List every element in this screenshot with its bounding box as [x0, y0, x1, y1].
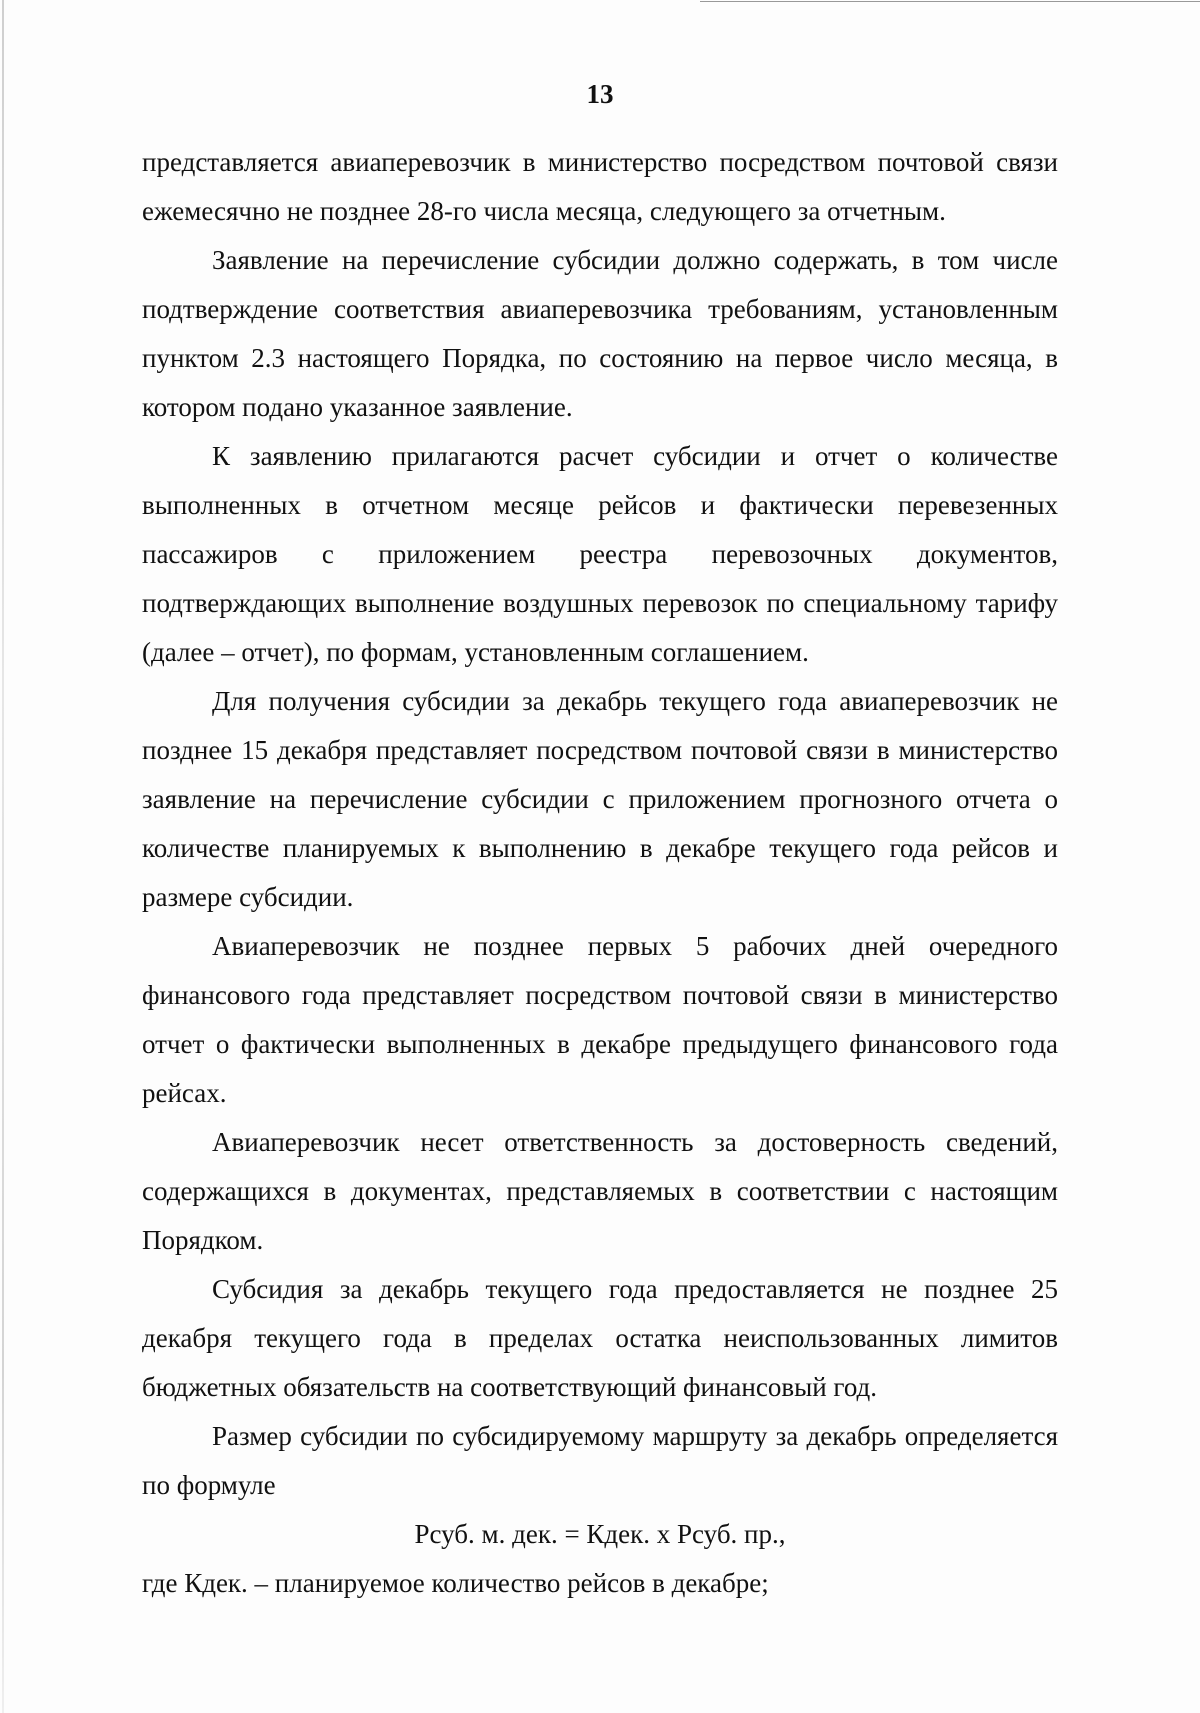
document-body	[142, 138, 1058, 1608]
scan-edge-top	[700, 1, 1200, 2]
subsidy-formula: Рсуб. м. дек. = Кдек. х Рсуб. пр.,	[414, 1519, 786, 1549]
paragraph-formula-intro: Размер субсидии по субсидируемому маршруту за декабрь определяется по формуле	[142, 1421, 1058, 1500]
paragraph-responsibility: Авиаперевозчик несет ответственность за достоверность сведений, содержащихся в документах, представляемых в соответствии с настоящим Порядком.	[142, 1127, 1058, 1255]
page-number: 13	[586, 79, 614, 109]
paragraph-annual-report: Авиаперевозчик не позднее первых 5 рабочих дней очередного финансового года представляет посредством почтовой связи в министерство отчет о фактически выполненных в декабре предыдущего финансового года рейсах.	[142, 931, 1058, 1108]
paragraph-december-deadline: Субсидия за декабрь текущего года предоставляется не позднее 25 декабря текущего года в пределах остатка неиспользованных лимитов бюджетных обязательств на соответствующий финансовый год.	[142, 1274, 1058, 1402]
scan-edge-left	[2, 0, 4, 1713]
paragraph-attachments: К заявлению прилагаются расчет субсидии и отчет о количестве выполненных в отчетном месяце рейсов и фактически перевезенных пассажиров с приложением реестра перевозочных документов, подтверждающих выполнение воздушных перевозок по специальному тарифу (далее – отчет), по формам, установленным соглашением.	[142, 441, 1058, 667]
paragraph-december-subsidy: Для получения субсидии за декабрь текущего года авиаперевозчик не позднее 15 декабря представляет посредством почтовой связи в министерство заявление на перечисление субсидии с приложением прогнозного отчета о количестве планируемых к выполнению в декабре текущего года рейсов и размере субсидии.	[142, 686, 1058, 912]
paragraph-continuation: представляется авиаперевозчик в министерство посредством почтовой связи ежемесячно не позднее 28-го числа месяца, следующего за отчетным.	[142, 147, 1058, 226]
paragraph-application-contents: Заявление на перечисление субсидии должно содержать, в том числе подтверждение соответствия авиаперевозчика требованиям, установленным пунктом 2.3 настоящего Порядка, по состоянию на первое число месяца, в котором подано указанное заявление.	[142, 245, 1058, 422]
formula-definition: где Кдек. – планируемое количество рейсов в декабре;	[142, 1568, 769, 1598]
